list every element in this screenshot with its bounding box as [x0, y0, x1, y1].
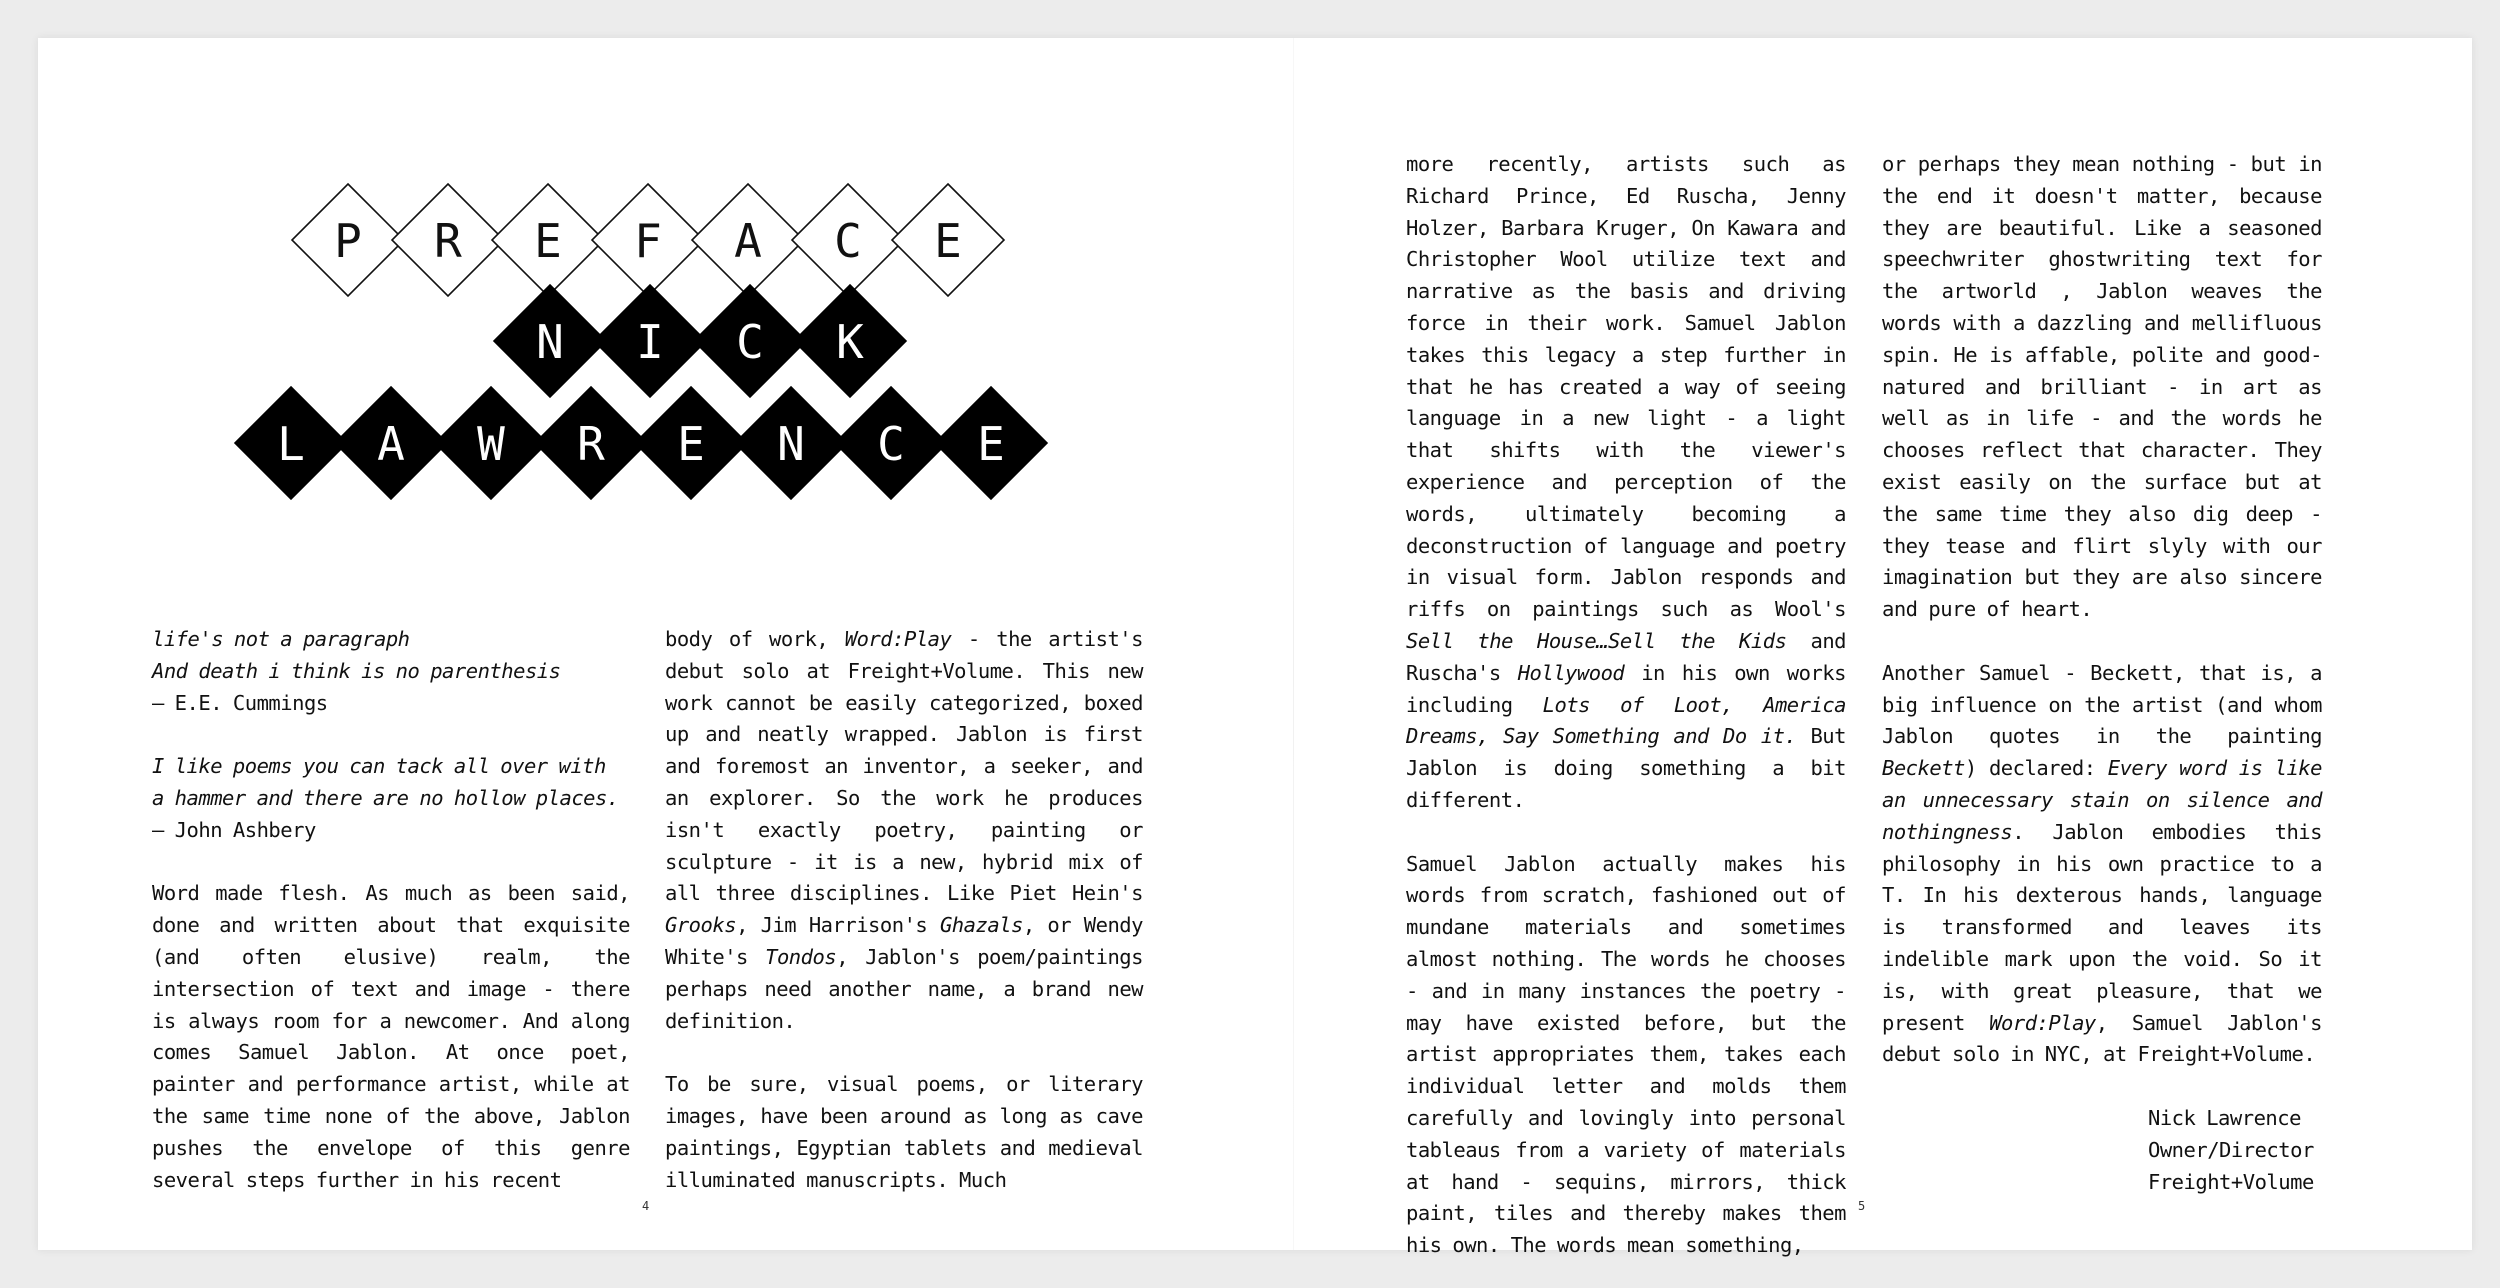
col3-paragraph-2: Samuel Jablon actually makes his words from scratch, fashioned out of mundane materials and sometimes almost nothing. The words he chooses - and in many instances the poetry - may have existed before, but the artist appropriates them, takes each individual letter and molds them carefully and lovingly into personal tableaus from a variety of materials at hand - sequins, mirrors, thick paint, tiles and thereby makes them his own. The words mean something, — [1406, 851, 1846, 1258]
signature-role: Owner/Director — [2148, 1137, 2314, 1162]
preface-letter-2: E — [534, 214, 562, 268]
title-word-play: Word:Play — [844, 627, 952, 651]
signature-block — [2148, 1103, 2322, 1198]
right-page-column-1 — [1406, 149, 1846, 1262]
page-number-left: 4 — [642, 1199, 650, 1213]
preface-letter-6: E — [934, 214, 962, 268]
title-grooks: Grooks — [665, 913, 737, 938]
nick-letter-1: I — [636, 315, 664, 369]
col1-paragraph-1: Word made flesh. As much as been said, done and written about that exquisite (and often elusive) realm, the intersection of text and image - there is always room for a newcomer. And along comes Samuel Jablon. At once poet, painter and performance artist, while at the same time none of the above, Jablon pushes the envelope of this genre several steps further in his recent — [152, 881, 630, 1192]
beckett-quote: Every word is like an unnecessary stain on silence and nothingness — [1882, 756, 2322, 844]
preface-title-art — [38, 38, 1294, 638]
title-sell-the-house: Sell the House…Sell the Kids — [1406, 628, 1787, 653]
left-page-column-2 — [665, 624, 1143, 1196]
epigraph-2-attribution: — John Ashbery — [152, 817, 316, 842]
nick-letter-2: C — [736, 315, 764, 369]
preface-letter-3: F — [634, 214, 662, 268]
signature-gallery: Freight+Volume — [2148, 1169, 2314, 1194]
lawrence-letter-5: N — [777, 417, 805, 471]
col2-paragraph-2: To be sure, visual poems, or literary images, have been around as long as cave paintings, Egyptian tablets and medieval illuminated manuscripts. Much — [665, 1072, 1143, 1192]
right-page-column-2 — [1882, 149, 2322, 1198]
title-beckett: Beckett — [1882, 756, 1965, 781]
col3-paragraph-1: more recently, artists such as Richard Prince, Ed Ruscha, Jenny Holzer, Barbara Kruger, On Kawara and Christopher Wool utilize text and narrative as the basis and driving force in their work. Samuel Jablon takes this legacy a step further in that he has created a way of seeing language in a new light - a light that shifts with the viewer's experience and perception of the words, ultimately becoming a deconstruction of language and poetry in visual form. Jablon responds and riffs on paintings such as Wool's Sell the House…Sell the Kids and Ruscha's Hollywood in his own works including Lots of Loot, America Dreams, Say Something and Do it. But Jablon is doing something a bit different. — [1406, 152, 1847, 812]
col2-paragraph-1: body of work, Word:Play - the artist's debut solo at Freight+Volume. This new work cannot be easily categorized, boxed up and neatly wrapped. Jablon is first and foremost an inventor, a seeker, and an explorer. So the work he produces isn't exactly poetry, painting or sculpture - it is a new, hybrid mix of all three disciplines. Like Piet Hein's Grooks, Jim Harrison's Ghazals, or Wendy White's Tondos, Jablon's poem/paintings perhaps need another name, a brand new definition. — [665, 627, 1143, 1033]
left-page-column-1 — [152, 624, 630, 1196]
lawrence-letter-2: W — [477, 417, 505, 471]
page-number-right: 5 — [1858, 1199, 1866, 1213]
lawrence-letter-3: R — [577, 417, 605, 471]
book-spread — [38, 38, 2472, 1258]
lawrence-letter-7: E — [977, 417, 1005, 471]
lawrence-letter-6: C — [877, 417, 905, 471]
col4-paragraph-1: or perhaps they mean nothing - but in the end it doesn't matter, because they are beautiful. Like a seasoned speechwriter ghostwriting text for the artworld , Jablon weaves the words with a dazzling and mellifluous spin. He is affable, polite and good-natured and brilliant - in art as well as in life - and the words he chooses reflect that character. They exist easily on the surface but at the same time they also dig deep - they tease and flirt slyly with our imagination but they are also sincere and pure of heart. — [1882, 152, 2322, 622]
epigraph-2-line-1: I like poems you can tack all over with — [152, 754, 606, 779]
nick-letter-3: K — [836, 315, 864, 369]
preface-letter-0: P — [334, 214, 362, 268]
nick-letter-0: N — [536, 315, 564, 369]
signature-name: Nick Lawrence — [2148, 1105, 2301, 1130]
preface-letter-1: R — [434, 214, 462, 268]
title-tondos: Tondos — [765, 944, 837, 969]
lawrence-letter-4: E — [677, 417, 705, 471]
epigraph-2-line-2: a hammer and there are no hollow places. — [152, 785, 619, 810]
epigraph-1-line-1: life's not a paragraph — [152, 627, 410, 651]
title-word-play-2: Word:Play — [1989, 1010, 2096, 1035]
preface-letter-4: A — [734, 214, 762, 268]
epigraph-1-line-2: And death i think is no parenthesis — [152, 658, 561, 683]
title-hollywood: Hollywood — [1517, 660, 1625, 685]
lawrence-letter-1: A — [377, 417, 405, 471]
titles-works: Lots of Loot, America Dreams, Say Something and Do it. — [1406, 692, 1847, 749]
col4-paragraph-2: Another Samuel - Beckett, that is, a big influence on the artist (and whom Jablon quotes in the painting Beckett) declared: Every word is like an unnecessary stain on silence and nothingness. Jablon embodies this philosophy in his own practice to a T. In his dexterous hands, language is transformed and leaves its indelible mark upon the void. So it is, with great pleasure, that we present Word:Play, Samuel Jablon's debut solo in NYC, at Freight+Volume. — [1882, 660, 2322, 1067]
preface-letter-5: C — [834, 214, 862, 268]
epigraph-1-attribution: — E.E. Cummings — [152, 690, 328, 715]
lawrence-letter-0: L — [277, 417, 305, 471]
title-ghazals: Ghazals — [939, 913, 1023, 938]
